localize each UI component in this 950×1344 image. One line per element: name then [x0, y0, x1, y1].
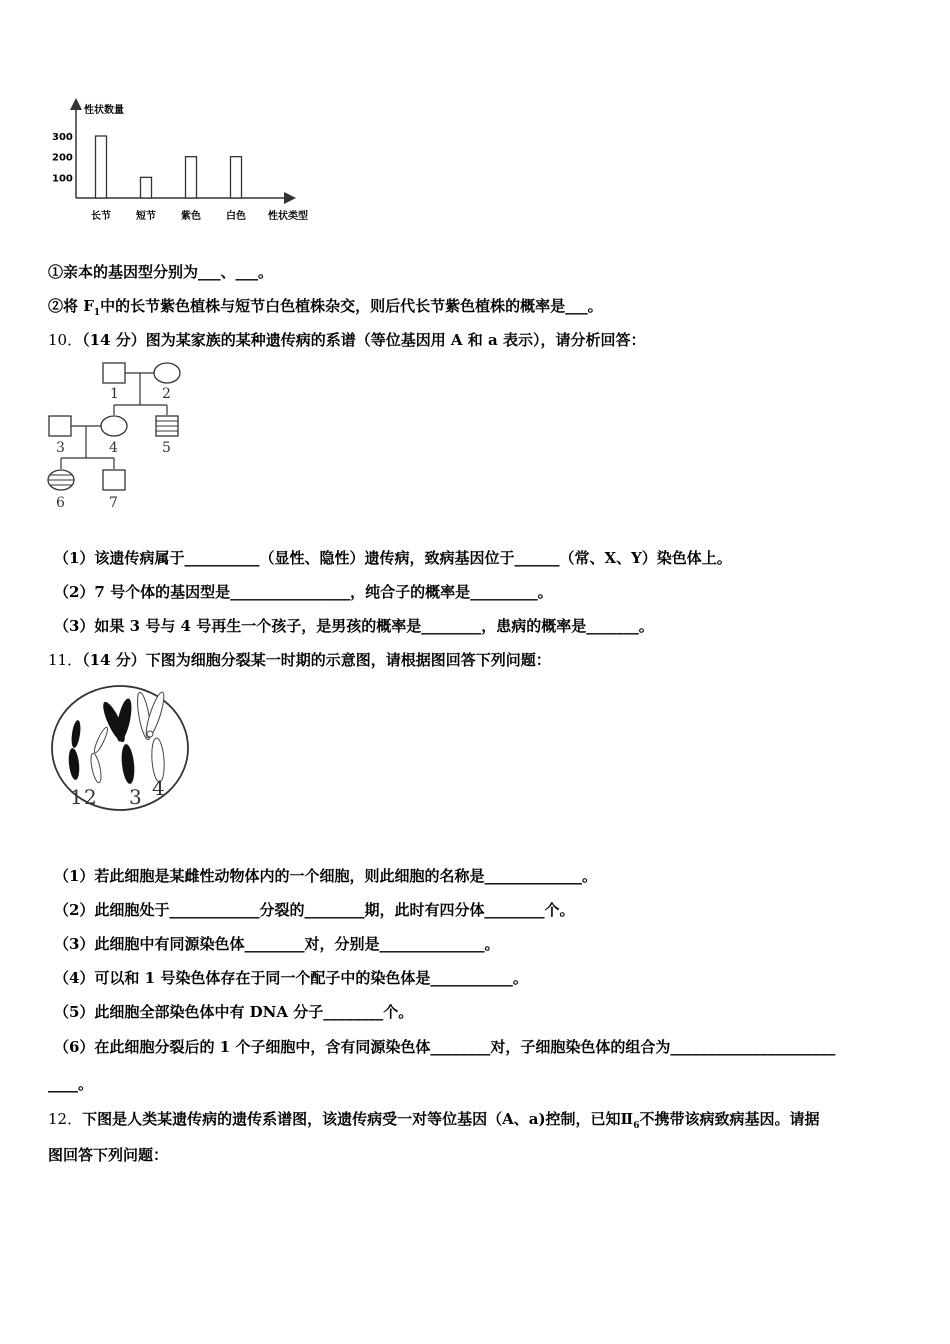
q11-text: （14 分）下图为细胞分裂某一时期的示意图，请根据图回答下列问题： — [82, 651, 551, 669]
q11-sub5: （5）此细胞全部染色体中有 DNA 分子________个。 — [54, 1003, 414, 1021]
pedigree-diagram — [40, 356, 210, 516]
q10-number: 10． — [48, 331, 83, 349]
x-tick-label: 长节 — [91, 211, 111, 222]
x-axis-label: 性状类型 — [268, 211, 308, 222]
female-2 — [154, 363, 180, 383]
chromosome-label-3: 3 — [129, 785, 142, 809]
ped-label-3: 3 — [56, 440, 65, 456]
q12-number: 12． — [48, 1110, 83, 1128]
q10-text: （14 分）图为某家族的某种遗传病的系谱（等位基因用 A 和 a 表示），请分析回答： — [82, 331, 646, 349]
q9-sub2 — [48, 296, 603, 323]
bar-0 — [96, 136, 107, 198]
chromosome-label-1: 1 — [70, 785, 83, 809]
ped-label-7: 7 — [109, 495, 118, 511]
q11-sub2: （2）此细胞处于____________分裂的________期，此时有四分体________个。 — [54, 901, 575, 919]
bar-1 — [141, 177, 152, 198]
ped-label-2: 2 — [162, 386, 171, 402]
male-3 — [49, 416, 71, 436]
q11-sub3: （3）此细胞中有同源染色体________对，分别是______________。 — [54, 935, 500, 953]
bar-3 — [231, 157, 242, 198]
q11-sub6-cont: ____。 — [48, 1075, 94, 1093]
ped-label-4: 4 — [109, 440, 118, 456]
q11-header — [48, 650, 551, 670]
y-tick-label: 200 — [52, 152, 73, 164]
female-4 — [101, 416, 127, 436]
q10-sub2: （2）7 号个体的基因型是________________，纯合子的概率是_________。 — [54, 583, 553, 601]
chromosome-label-2: 2 — [84, 785, 97, 809]
q10-header — [48, 330, 645, 350]
x-tick-label: 紫色 — [181, 211, 201, 222]
q11-sub6: （6）在此细胞分裂后的 1 个子细胞中，含有同源染色体________对，子细胞染色体的组合为______________________ — [54, 1038, 836, 1056]
q11-sub1: （1）若此细胞是某雌性动物体内的一个细胞，则此细胞的名称是_____________。 — [54, 867, 597, 885]
x-tick-label: 短节 — [136, 211, 156, 222]
q12-text-pre: 下图是人类某遗传病的遗传系谱图，该遗传病受一对等位基因（A、a)控制，已知Ⅱ — [82, 1110, 634, 1128]
q12-text-sub: 6 — [633, 1121, 640, 1131]
y-tick-label: 300 — [52, 132, 73, 143]
y-axis-label: 性状数量 — [84, 105, 124, 116]
y-tick-label: 100 — [52, 173, 73, 185]
q12-text-post: 不携带该病致病基因。请据 — [639, 1110, 820, 1128]
cell-division-diagram — [46, 682, 196, 812]
bar-2 — [186, 157, 197, 198]
chromosome-label-4: 4 — [152, 776, 165, 800]
x-tick-label: 白色 — [226, 211, 246, 222]
bar-chart — [40, 96, 330, 236]
q9-sub2-pre: ②将 F — [48, 297, 94, 315]
q9-sub2-sub: 1 — [93, 308, 101, 318]
q11-sub4: （4）可以和 1 号染色体存在于同一个配子中的染色体是___________。 — [54, 969, 528, 987]
q9-sub2-post: 中的长节紫色植株与短节白色植株杂交，则后代长节紫色植株的概率是___。 — [100, 297, 603, 315]
ped-label-6: 6 — [56, 495, 65, 511]
ped-label-5: 5 — [162, 440, 171, 456]
q9-sub1: ①亲本的基因型分别为___、___。 — [48, 263, 274, 281]
q12-text-line2: 图回答下列问题： — [48, 1146, 169, 1164]
affected-male-5 — [156, 416, 178, 436]
affected-female-6 — [48, 470, 74, 490]
ped-label-1: 1 — [110, 386, 119, 402]
male-7 — [103, 470, 125, 490]
q11-number: 11． — [48, 651, 83, 669]
q10-sub3: （3）如果 3 号与 4 号再生一个孩子，是男孩的概率是________，患病的概率是_______。 — [54, 617, 654, 635]
q10-sub1: （1）该遗传病属于__________（显性、隐性）遗传病，致病基因位于______（常、X、Y）染色体上。 — [54, 549, 732, 567]
male-1 — [103, 363, 125, 383]
q12-header — [48, 1109, 819, 1136]
